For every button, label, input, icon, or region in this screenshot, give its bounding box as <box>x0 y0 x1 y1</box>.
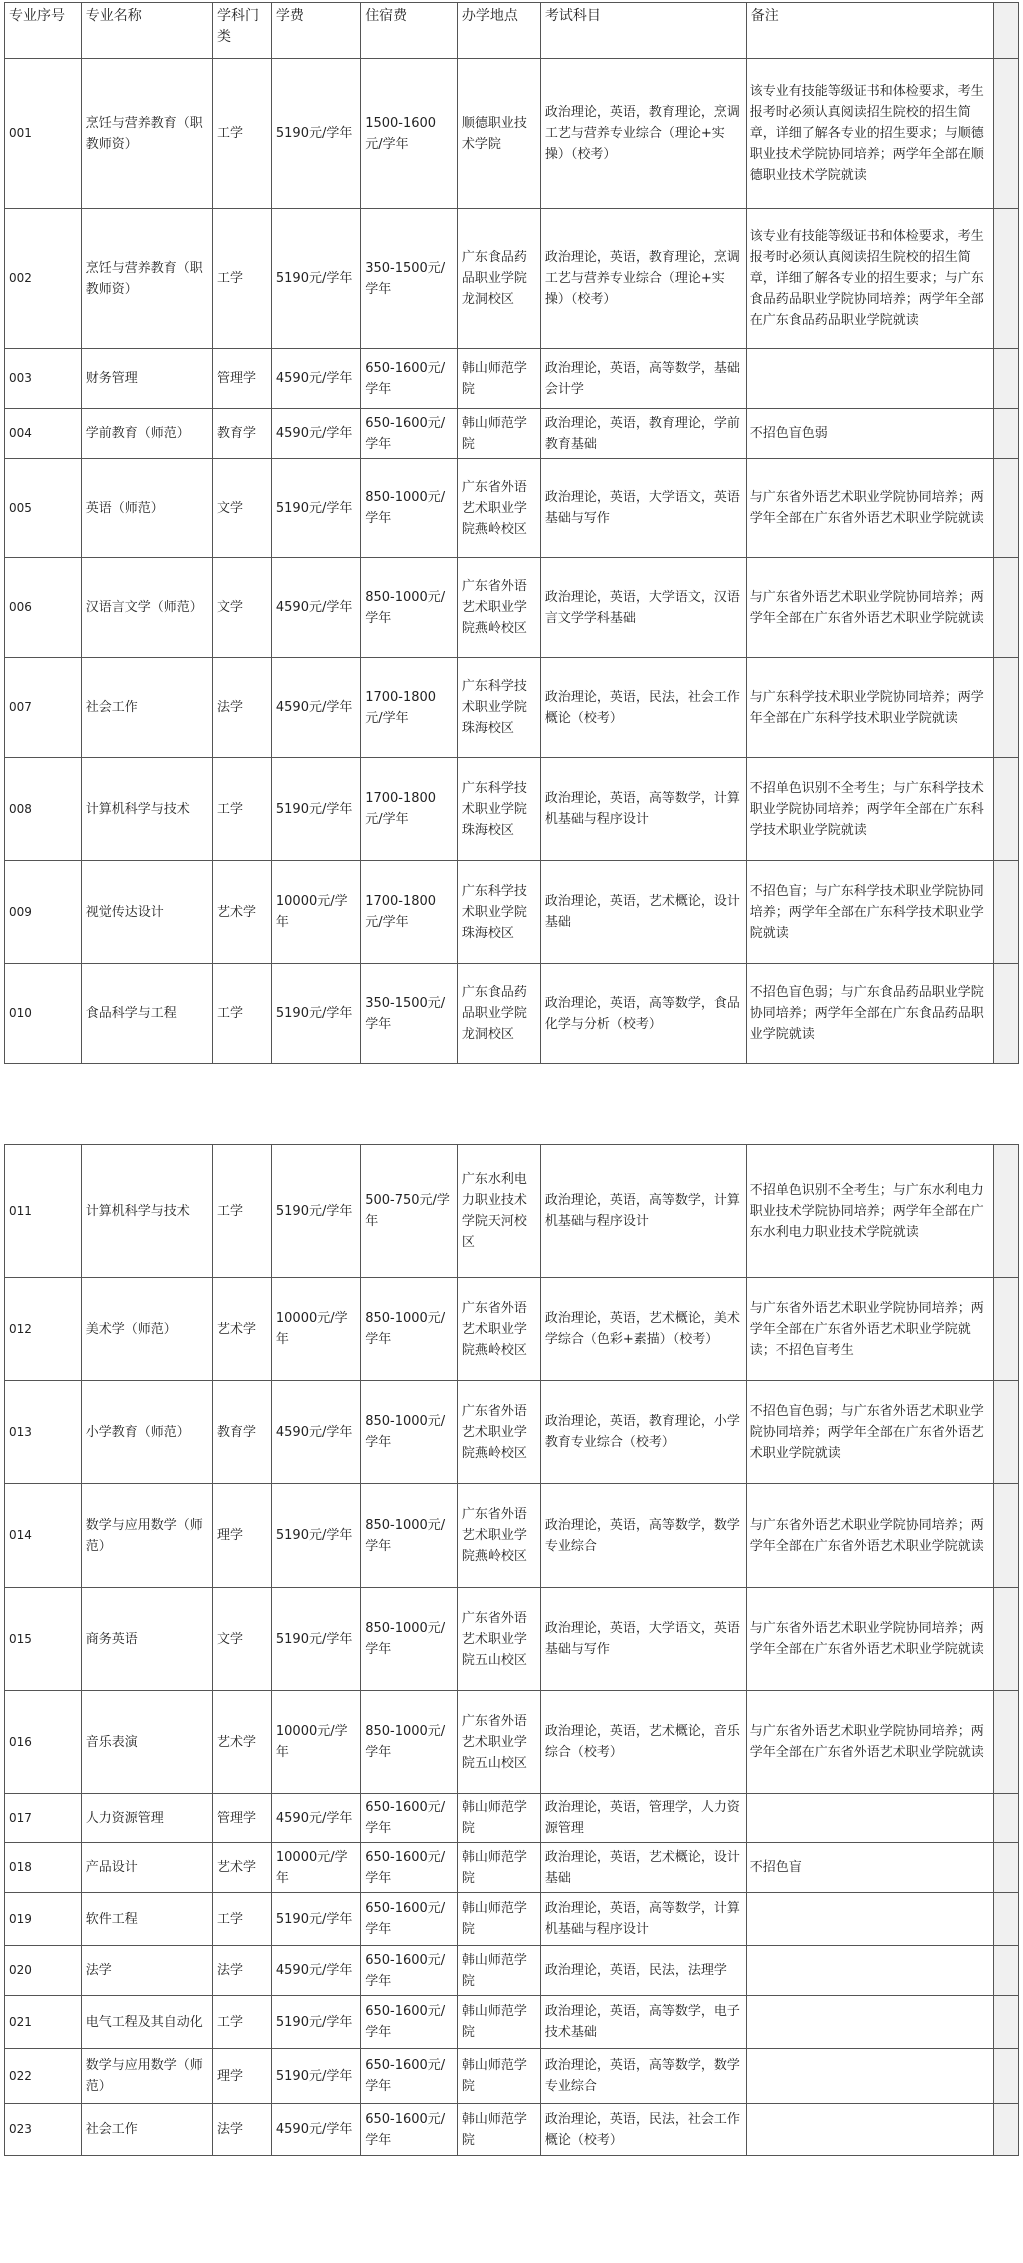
cell-no: 005 <box>5 459 82 558</box>
scrollbar-track[interactable] <box>993 1691 1018 1794</box>
table-row <box>5 658 1019 758</box>
scrollbar-track[interactable] <box>993 1946 1018 1996</box>
scrollbar-track[interactable] <box>993 2049 1018 2104</box>
cell-exam-subjects: 政治理论，英语，民法，社会工作概论（校考） <box>540 2104 746 2156</box>
cell-location: 广东省外语艺术职业学院燕岭校区 <box>457 1381 540 1484</box>
cell-exam-subjects: 政治理论，英语，高等数学，基础会计学 <box>540 349 746 409</box>
cell-no: 015 <box>5 1588 82 1691</box>
cell-major-name: 音乐表演 <box>81 1691 212 1794</box>
cell-note: 与广东科学技术职业学院协同培养；两学年全部在广东科学技术职业学院就读 <box>746 658 993 758</box>
cell-dorm-fee: 650-1600元/学年 <box>361 1794 458 1843</box>
scrollbar-track[interactable] <box>993 1843 1018 1893</box>
cell-category: 法学 <box>213 2104 272 2156</box>
scrollbar-track[interactable] <box>993 1588 1018 1691</box>
cell-exam-subjects: 政治理论，英语，大学语文，英语基础与写作 <box>540 1588 746 1691</box>
cell-note: 不招单色识别不全考生；与广东科学技术职业学院协同培养；两学年全部在广东科学技术职业学院就读 <box>746 758 993 861</box>
cell-category: 法学 <box>213 658 272 758</box>
cell-note: 与广东省外语艺术职业学院协同培养；两学年全部在广东省外语艺术职业学院就读；不招色盲考生 <box>746 1278 993 1381</box>
cell-note: 该专业有技能等级证书和体检要求，考生报考时必须认真阅读招生院校的招生简章，详细了解各专业的招生要求；与顺德职业技术学院协同培养；两学年全部在顺德职业技术学院就读 <box>746 59 993 209</box>
cell-location: 广东科学技术职业学院珠海校区 <box>457 861 540 964</box>
scrollbar-track[interactable] <box>993 1145 1018 1278</box>
cell-note <box>746 1893 993 1946</box>
scrollbar-track[interactable] <box>993 2104 1018 2156</box>
cell-no: 009 <box>5 861 82 964</box>
cell-tuition: 5190元/学年 <box>271 2049 360 2104</box>
cell-location: 顺德职业技术学院 <box>457 59 540 209</box>
table-row <box>5 59 1019 209</box>
cell-note: 与广东省外语艺术职业学院协同培养；两学年全部在广东省外语艺术职业学院就读 <box>746 558 993 658</box>
cell-no: 022 <box>5 2049 82 2104</box>
cell-category: 法学 <box>213 1946 272 1996</box>
table-row <box>5 1278 1019 1381</box>
table-row <box>5 409 1019 459</box>
cell-no: 007 <box>5 658 82 758</box>
header-name: 专业名称 <box>81 3 212 59</box>
scrollbar-track[interactable] <box>993 1794 1018 1843</box>
cell-tuition: 4590元/学年 <box>271 1946 360 1996</box>
cell-tuition: 10000元/学年 <box>271 1278 360 1381</box>
cell-no: 020 <box>5 1946 82 1996</box>
scrollbar-track[interactable] <box>993 59 1018 209</box>
table-row <box>5 1946 1019 1996</box>
cell-location: 广东科学技术职业学院珠海校区 <box>457 658 540 758</box>
cell-no: 002 <box>5 209 82 349</box>
header-tuition: 学费 <box>271 3 360 59</box>
table-row <box>5 1381 1019 1484</box>
cell-major-name: 法学 <box>81 1946 212 1996</box>
cell-dorm-fee: 650-1600元/学年 <box>361 1946 458 1996</box>
scrollbar-track[interactable] <box>993 558 1018 658</box>
cell-category: 文学 <box>213 1588 272 1691</box>
cell-exam-subjects: 政治理论，英语，教育理论，学前教育基础 <box>540 409 746 459</box>
cell-note <box>746 1794 993 1843</box>
cell-major-name: 汉语言文学（师范） <box>81 558 212 658</box>
scrollbar-track[interactable] <box>993 964 1018 1064</box>
cell-tuition: 5190元/学年 <box>271 964 360 1064</box>
cell-exam-subjects: 政治理论，英语，艺术概论，设计基础 <box>540 861 746 964</box>
cell-note: 不招色盲；与广东科学技术职业学院协同培养；两学年全部在广东科学技术职业学院就读 <box>746 861 993 964</box>
cell-note: 不招色盲 <box>746 1843 993 1893</box>
cell-category: 工学 <box>213 209 272 349</box>
cell-exam-subjects: 政治理论，英语，艺术概论，美术学综合（色彩+素描）（校考） <box>540 1278 746 1381</box>
cell-no: 008 <box>5 758 82 861</box>
cell-location: 韩山师范学院 <box>457 1996 540 2049</box>
cell-major-name: 数学与应用数学（师范） <box>81 2049 212 2104</box>
scrollbar-track[interactable] <box>993 1996 1018 2049</box>
cell-no: 010 <box>5 964 82 1064</box>
cell-tuition: 10000元/学年 <box>271 861 360 964</box>
cell-category: 理学 <box>213 2049 272 2104</box>
table-row <box>5 964 1019 1064</box>
cell-exam-subjects: 政治理论，英语，大学语文，汉语言文学学科基础 <box>540 558 746 658</box>
cell-dorm-fee: 650-1600元/学年 <box>361 1893 458 1946</box>
cell-location: 广东省外语艺术职业学院五山校区 <box>457 1691 540 1794</box>
cell-tuition: 4590元/学年 <box>271 2104 360 2156</box>
cell-exam-subjects: 政治理论，英语，艺术概论，设计基础 <box>540 1843 746 1893</box>
cell-category: 理学 <box>213 1484 272 1588</box>
cell-no: 021 <box>5 1996 82 2049</box>
cell-tuition: 4590元/学年 <box>271 349 360 409</box>
cell-note: 与广东省外语艺术职业学院协同培养；两学年全部在广东省外语艺术职业学院就读 <box>746 1484 993 1588</box>
table-row <box>5 1484 1019 1588</box>
header-row <box>5 3 1019 59</box>
cell-tuition: 4590元/学年 <box>271 1794 360 1843</box>
cell-exam-subjects: 政治理论，英语，教育理论，烹调工艺与营养专业综合（理论+实操）（校考） <box>540 209 746 349</box>
cell-major-name: 计算机科学与技术 <box>81 758 212 861</box>
cell-dorm-fee: 850-1000元/学年 <box>361 1381 458 1484</box>
scrollbar-track[interactable] <box>993 1484 1018 1588</box>
cell-tuition: 10000元/学年 <box>271 1843 360 1893</box>
cell-dorm-fee: 850-1000元/学年 <box>361 459 458 558</box>
cell-note <box>746 1996 993 2049</box>
scrollbar-track[interactable] <box>993 1893 1018 1946</box>
cell-tuition: 4590元/学年 <box>271 558 360 658</box>
cell-major-name: 软件工程 <box>81 1893 212 1946</box>
table-row <box>5 1996 1019 2049</box>
majors-table-part-2 <box>4 1144 1019 2156</box>
cell-location: 韩山师范学院 <box>457 409 540 459</box>
cell-no: 012 <box>5 1278 82 1381</box>
cell-major-name: 食品科学与工程 <box>81 964 212 1064</box>
cell-no: 011 <box>5 1145 82 1278</box>
cell-dorm-fee: 1700-1800元/学年 <box>361 758 458 861</box>
scrollbar-track[interactable] <box>993 758 1018 861</box>
cell-category: 工学 <box>213 964 272 1064</box>
table-row <box>5 1893 1019 1946</box>
cell-no: 003 <box>5 349 82 409</box>
cell-dorm-fee: 650-1600元/学年 <box>361 2104 458 2156</box>
cell-tuition: 5190元/学年 <box>271 1996 360 2049</box>
table-row <box>5 1794 1019 1843</box>
cell-location: 韩山师范学院 <box>457 1843 540 1893</box>
cell-category: 工学 <box>213 59 272 209</box>
cell-category: 工学 <box>213 1893 272 1946</box>
cell-major-name: 电气工程及其自动化 <box>81 1996 212 2049</box>
cell-location: 广东省外语艺术职业学院燕岭校区 <box>457 459 540 558</box>
header-note: 备注 <box>746 3 993 59</box>
scrollbar-track[interactable] <box>993 409 1018 459</box>
cell-tuition: 5190元/学年 <box>271 209 360 349</box>
header-dorm: 住宿费 <box>361 3 458 59</box>
scrollbar-track[interactable] <box>993 658 1018 758</box>
cell-tuition: 4590元/学年 <box>271 658 360 758</box>
cell-location: 韩山师范学院 <box>457 2049 540 2104</box>
cell-category: 管理学 <box>213 349 272 409</box>
table-row <box>5 1691 1019 1794</box>
cell-category: 艺术学 <box>213 1691 272 1794</box>
cell-no: 019 <box>5 1893 82 1946</box>
cell-dorm-fee: 650-1600元/学年 <box>361 409 458 459</box>
cell-note: 不招单色识别不全考生；与广东水利电力职业技术学院协同培养；两学年全部在广东水利电力职业技术学院就读 <box>746 1145 993 1278</box>
cell-exam-subjects: 政治理论，英语，民法，社会工作概论（校考） <box>540 658 746 758</box>
cell-major-name: 美术学（师范） <box>81 1278 212 1381</box>
cell-location: 韩山师范学院 <box>457 1893 540 1946</box>
cell-exam-subjects: 政治理论，英语，教育理论，烹调工艺与营养专业综合（理论+实操）（校考） <box>540 59 746 209</box>
cell-no: 014 <box>5 1484 82 1588</box>
table-row <box>5 558 1019 658</box>
header-no: 专业序号 <box>5 3 82 59</box>
cell-no: 013 <box>5 1381 82 1484</box>
cell-major-name: 产品设计 <box>81 1843 212 1893</box>
cell-exam-subjects: 政治理论，英语，高等数学，计算机基础与程序设计 <box>540 1145 746 1278</box>
cell-major-name: 英语（师范） <box>81 459 212 558</box>
cell-dorm-fee: 850-1000元/学年 <box>361 1691 458 1794</box>
cell-note: 该专业有技能等级证书和体检要求，考生报考时必须认真阅读招生院校的招生简章，详细了解各专业的招生要求；与广东食品药品职业学院协同培养；两学年全部在广东食品药品职业学院就读 <box>746 209 993 349</box>
cell-dorm-fee: 1700-1800元/学年 <box>361 658 458 758</box>
cell-major-name: 视觉传达设计 <box>81 861 212 964</box>
cell-note: 不招色盲色弱；与广东食品药品职业学院协同培养；两学年全部在广东食品药品职业学院就读 <box>746 964 993 1064</box>
cell-tuition: 5190元/学年 <box>271 59 360 209</box>
cell-exam-subjects: 政治理论，英语，高等数学，计算机基础与程序设计 <box>540 758 746 861</box>
cell-no: 023 <box>5 2104 82 2156</box>
cell-tuition: 5190元/学年 <box>271 1893 360 1946</box>
cell-note: 与广东省外语艺术职业学院协同培养；两学年全部在广东省外语艺术职业学院就读 <box>746 1588 993 1691</box>
cell-category: 教育学 <box>213 409 272 459</box>
cell-major-name: 计算机科学与技术 <box>81 1145 212 1278</box>
header-location: 办学地点 <box>457 3 540 59</box>
cell-dorm-fee: 1700-1800元/学年 <box>361 861 458 964</box>
cell-tuition: 4590元/学年 <box>271 1381 360 1484</box>
cell-tuition: 10000元/学年 <box>271 1691 360 1794</box>
scrollbar-track[interactable] <box>993 3 1018 59</box>
cell-dorm-fee: 850-1000元/学年 <box>361 558 458 658</box>
cell-no: 017 <box>5 1794 82 1843</box>
cell-location: 广东省外语艺术职业学院燕岭校区 <box>457 558 540 658</box>
table-row <box>5 861 1019 964</box>
cell-category: 文学 <box>213 459 272 558</box>
cell-note: 与广东省外语艺术职业学院协同培养；两学年全部在广东省外语艺术职业学院就读 <box>746 1691 993 1794</box>
cell-exam-subjects: 政治理论，英语，高等数学，数学专业综合 <box>540 2049 746 2104</box>
cell-major-name: 烹饪与营养教育（职教师资） <box>81 209 212 349</box>
cell-location: 广东省外语艺术职业学院燕岭校区 <box>457 1484 540 1588</box>
cell-major-name: 烹饪与营养教育（职教师资） <box>81 59 212 209</box>
cell-dorm-fee: 650-1600元/学年 <box>361 2049 458 2104</box>
cell-tuition: 5190元/学年 <box>271 1588 360 1691</box>
table-row <box>5 2104 1019 2156</box>
cell-dorm-fee: 350-1500元/学年 <box>361 209 458 349</box>
cell-category: 工学 <box>213 1145 272 1278</box>
cell-tuition: 5190元/学年 <box>271 1484 360 1588</box>
cell-note: 不招色盲色弱 <box>746 409 993 459</box>
cell-major-name: 小学教育（师范） <box>81 1381 212 1484</box>
cell-tuition: 5190元/学年 <box>271 1145 360 1278</box>
cell-location: 韩山师范学院 <box>457 1946 540 1996</box>
cell-no: 018 <box>5 1843 82 1893</box>
cell-exam-subjects: 政治理论，英语，高等数学，电子技术基础 <box>540 1996 746 2049</box>
cell-dorm-fee: 850-1000元/学年 <box>361 1278 458 1381</box>
cell-location: 广东食品药品职业学院龙洞校区 <box>457 209 540 349</box>
table-row <box>5 459 1019 558</box>
cell-location: 广东食品药品职业学院龙洞校区 <box>457 964 540 1064</box>
cell-major-name: 学前教育（师范） <box>81 409 212 459</box>
cell-exam-subjects: 政治理论，英语，高等数学，计算机基础与程序设计 <box>540 1893 746 1946</box>
scrollbar-track[interactable] <box>993 459 1018 558</box>
cell-location: 韩山师范学院 <box>457 349 540 409</box>
header-category: 学科门类 <box>213 3 272 59</box>
cell-dorm-fee: 650-1600元/学年 <box>361 1996 458 2049</box>
table-row <box>5 758 1019 861</box>
cell-dorm-fee: 650-1600元/学年 <box>361 1843 458 1893</box>
cell-no: 016 <box>5 1691 82 1794</box>
cell-major-name: 社会工作 <box>81 2104 212 2156</box>
cell-dorm-fee: 1500-1600元/学年 <box>361 59 458 209</box>
cell-exam-subjects: 政治理论，英语，高等数学，数学专业综合 <box>540 1484 746 1588</box>
cell-dorm-fee: 500-750元/学年 <box>361 1145 458 1278</box>
cell-location: 广东省外语艺术职业学院五山校区 <box>457 1588 540 1691</box>
table-row <box>5 349 1019 409</box>
majors-table-part-1 <box>4 2 1019 1064</box>
cell-note <box>746 1946 993 1996</box>
scrollbar-track[interactable] <box>993 209 1018 349</box>
cell-location: 广东水利电力职业技术学院天河校区 <box>457 1145 540 1278</box>
cell-no: 001 <box>5 59 82 209</box>
cell-exam-subjects: 政治理论，英语，管理学，人力资源管理 <box>540 1794 746 1843</box>
cell-major-name: 数学与应用数学（师范） <box>81 1484 212 1588</box>
cell-category: 艺术学 <box>213 1843 272 1893</box>
cell-no: 004 <box>5 409 82 459</box>
table-row <box>5 209 1019 349</box>
cell-category: 艺术学 <box>213 861 272 964</box>
cell-no: 006 <box>5 558 82 658</box>
cell-category: 工学 <box>213 758 272 861</box>
table-row <box>5 1145 1019 1278</box>
cell-major-name: 人力资源管理 <box>81 1794 212 1843</box>
cell-major-name: 商务英语 <box>81 1588 212 1691</box>
scrollbar-track[interactable] <box>993 1278 1018 1381</box>
cell-note <box>746 2049 993 2104</box>
cell-location: 韩山师范学院 <box>457 2104 540 2156</box>
cell-tuition: 4590元/学年 <box>271 409 360 459</box>
cell-dorm-fee: 650-1600元/学年 <box>361 349 458 409</box>
scrollbar-track[interactable] <box>993 861 1018 964</box>
table-row <box>5 1843 1019 1893</box>
cell-location: 广东省外语艺术职业学院燕岭校区 <box>457 1278 540 1381</box>
cell-exam-subjects: 政治理论，英语，高等数学，食品化学与分析（校考） <box>540 964 746 1064</box>
cell-category: 教育学 <box>213 1381 272 1484</box>
cell-major-name: 财务管理 <box>81 349 212 409</box>
cell-tuition: 5190元/学年 <box>271 459 360 558</box>
scrollbar-track[interactable] <box>993 349 1018 409</box>
cell-note <box>746 2104 993 2156</box>
cell-dorm-fee: 350-1500元/学年 <box>361 964 458 1064</box>
cell-note: 与广东省外语艺术职业学院协同培养；两学年全部在广东省外语艺术职业学院就读 <box>746 459 993 558</box>
cell-exam-subjects: 政治理论，英语，艺术概论，音乐综合（校考） <box>540 1691 746 1794</box>
cell-tuition: 5190元/学年 <box>271 758 360 861</box>
table-row <box>5 2049 1019 2104</box>
cell-category: 艺术学 <box>213 1278 272 1381</box>
cell-note: 不招色盲色弱；与广东省外语艺术职业学院协同培养；两学年全部在广东省外语艺术职业学院就读 <box>746 1381 993 1484</box>
table-body-2 <box>5 1145 1019 2156</box>
cell-exam-subjects: 政治理论，英语，民法，法理学 <box>540 1946 746 1996</box>
cell-exam-subjects: 政治理论，英语，教育理论，小学教育专业综合（校考） <box>540 1381 746 1484</box>
header-subjects: 考试科目 <box>540 3 746 59</box>
cell-category: 文学 <box>213 558 272 658</box>
cell-note <box>746 349 993 409</box>
cell-exam-subjects: 政治理论，英语，大学语文，英语基础与写作 <box>540 459 746 558</box>
cell-major-name: 社会工作 <box>81 658 212 758</box>
scrollbar-track[interactable] <box>993 1381 1018 1484</box>
table-body-1 <box>5 59 1019 1064</box>
cell-category: 工学 <box>213 1996 272 2049</box>
table-row <box>5 1588 1019 1691</box>
cell-location: 韩山师范学院 <box>457 1794 540 1843</box>
cell-location: 广东科学技术职业学院珠海校区 <box>457 758 540 861</box>
cell-dorm-fee: 850-1000元/学年 <box>361 1484 458 1588</box>
cell-category: 管理学 <box>213 1794 272 1843</box>
cell-dorm-fee: 850-1000元/学年 <box>361 1588 458 1691</box>
